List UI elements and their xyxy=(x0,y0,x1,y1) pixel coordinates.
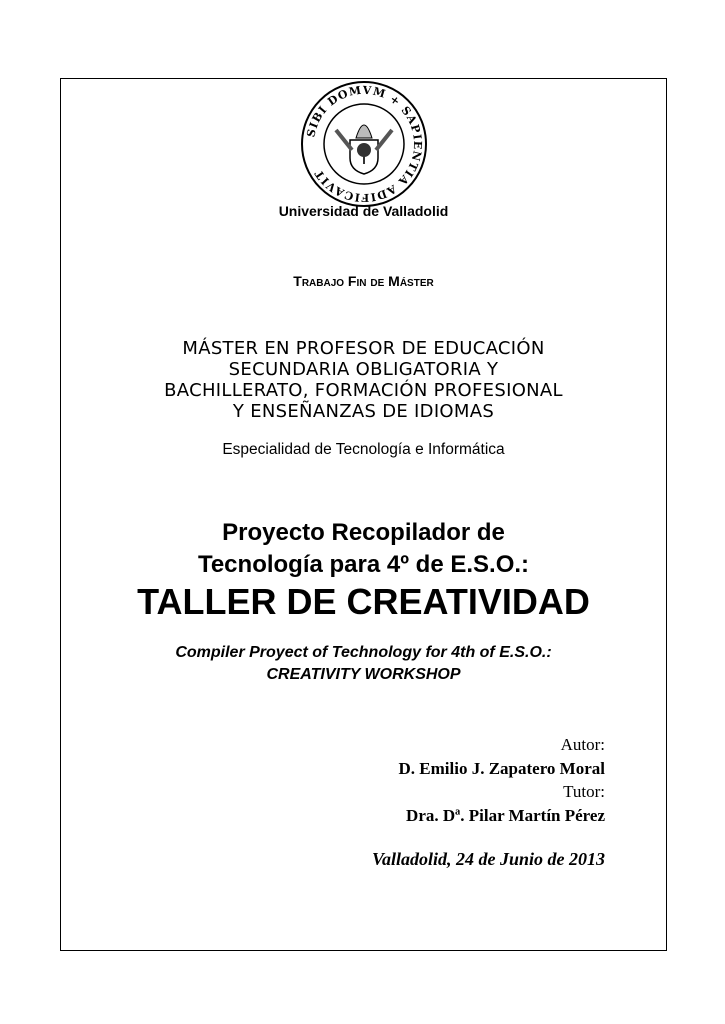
master-line: MÁSTER EN PROFESOR DE EDUCACIÓN xyxy=(182,338,545,359)
master-line: SECUNDARIA OBLIGATORIA Y xyxy=(228,359,499,380)
author-name: D. Emilio J. Zapatero Moral xyxy=(398,759,605,778)
specialty: Especialidad de Tecnología e Informática xyxy=(222,441,505,458)
place-date: Valladolid, 24 de Junio de 2013 xyxy=(371,849,605,869)
tutor-label: Tutor: xyxy=(563,782,605,801)
title-line: Tecnología para 4º de E.S.O.: xyxy=(197,551,530,578)
author-label: Autor: xyxy=(560,735,605,754)
master-line: Y ENSEÑANZAS DE IDIOMAS xyxy=(232,401,495,422)
university-name: Universidad de Valladolid xyxy=(278,203,449,219)
work-type: Trabajo Fin de Máster xyxy=(293,273,434,289)
english-title-line: Compiler Proyect of Technology for 4th of E.S.O.: xyxy=(175,644,552,661)
master-program xyxy=(60,338,667,422)
university-seal-logo xyxy=(300,80,428,208)
master-line: BACHILLERATO, FORMACIÓN PROFESIONAL xyxy=(164,380,563,401)
english-title-line: CREATIVITY WORKSHOP xyxy=(266,666,461,683)
title xyxy=(60,517,667,581)
title-line: Proyecto Recopilador de xyxy=(222,519,505,546)
svg-text:SIBI DOMVM + SAPIENTIA ADIFICA: SIBI DOMVM + SAPIENTIA ADIFICAVIT xyxy=(304,83,425,205)
tutor-name: Dra. Dª. Pilar Martín Pérez xyxy=(406,806,605,825)
english-title xyxy=(60,642,667,686)
title-main: TALLER DE CREATIVIDAD xyxy=(137,581,590,622)
